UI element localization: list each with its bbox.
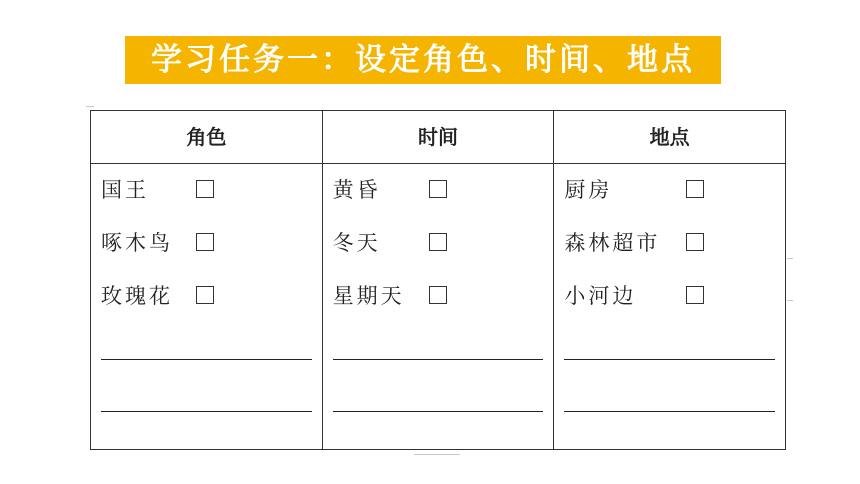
option-label: 国王: [101, 178, 149, 202]
option-item: [101, 228, 310, 258]
option-label: 森林超市: [564, 231, 661, 255]
option-checkbox[interactable]: [196, 180, 214, 198]
answer-blank-line[interactable]: [564, 359, 775, 360]
task-title-banner: 学习任务一：设定角色、时间、地点: [125, 36, 721, 84]
worksheet-table: [90, 110, 786, 450]
answer-blank-line[interactable]: [101, 359, 312, 360]
option-checkbox[interactable]: [686, 286, 704, 304]
crop-mark: [787, 300, 793, 301]
option-checkbox[interactable]: [196, 233, 214, 251]
option-item: [564, 175, 773, 205]
option-item: [564, 281, 773, 311]
option-checkbox[interactable]: [686, 233, 704, 251]
option-item: [101, 175, 310, 205]
answer-blank-line[interactable]: [333, 411, 544, 412]
option-checkbox[interactable]: [686, 180, 704, 198]
option-checkbox[interactable]: [429, 180, 447, 198]
option-item: [101, 281, 310, 311]
column-role: [91, 111, 323, 449]
column-header-role: 角色: [91, 111, 322, 164]
option-checkbox[interactable]: [196, 286, 214, 304]
option-checkbox[interactable]: [429, 233, 447, 251]
option-item: [333, 281, 542, 311]
option-label: 星期天: [332, 284, 405, 308]
crop-mark: [86, 106, 94, 107]
crop-mark: [787, 258, 793, 259]
option-item: [564, 228, 773, 258]
column-time: [323, 111, 555, 449]
option-label: 啄木鸟: [101, 231, 173, 255]
option-checkbox[interactable]: [429, 286, 447, 304]
column-place: [554, 111, 785, 449]
option-label: 厨房: [564, 178, 613, 202]
option-label: 冬天: [332, 231, 381, 255]
crop-mark: [414, 454, 460, 455]
answer-blank-line[interactable]: [333, 359, 544, 360]
option-item: [333, 228, 542, 258]
option-label: 小河边: [564, 284, 637, 308]
option-item: [333, 175, 542, 205]
column-header-place: 地点: [554, 111, 785, 164]
answer-blank-line[interactable]: [101, 411, 312, 412]
option-label: 黄昏: [332, 178, 381, 202]
column-header-time: 时间: [323, 111, 554, 164]
option-label: 玫瑰花: [101, 284, 173, 308]
answer-blank-line[interactable]: [564, 411, 775, 412]
